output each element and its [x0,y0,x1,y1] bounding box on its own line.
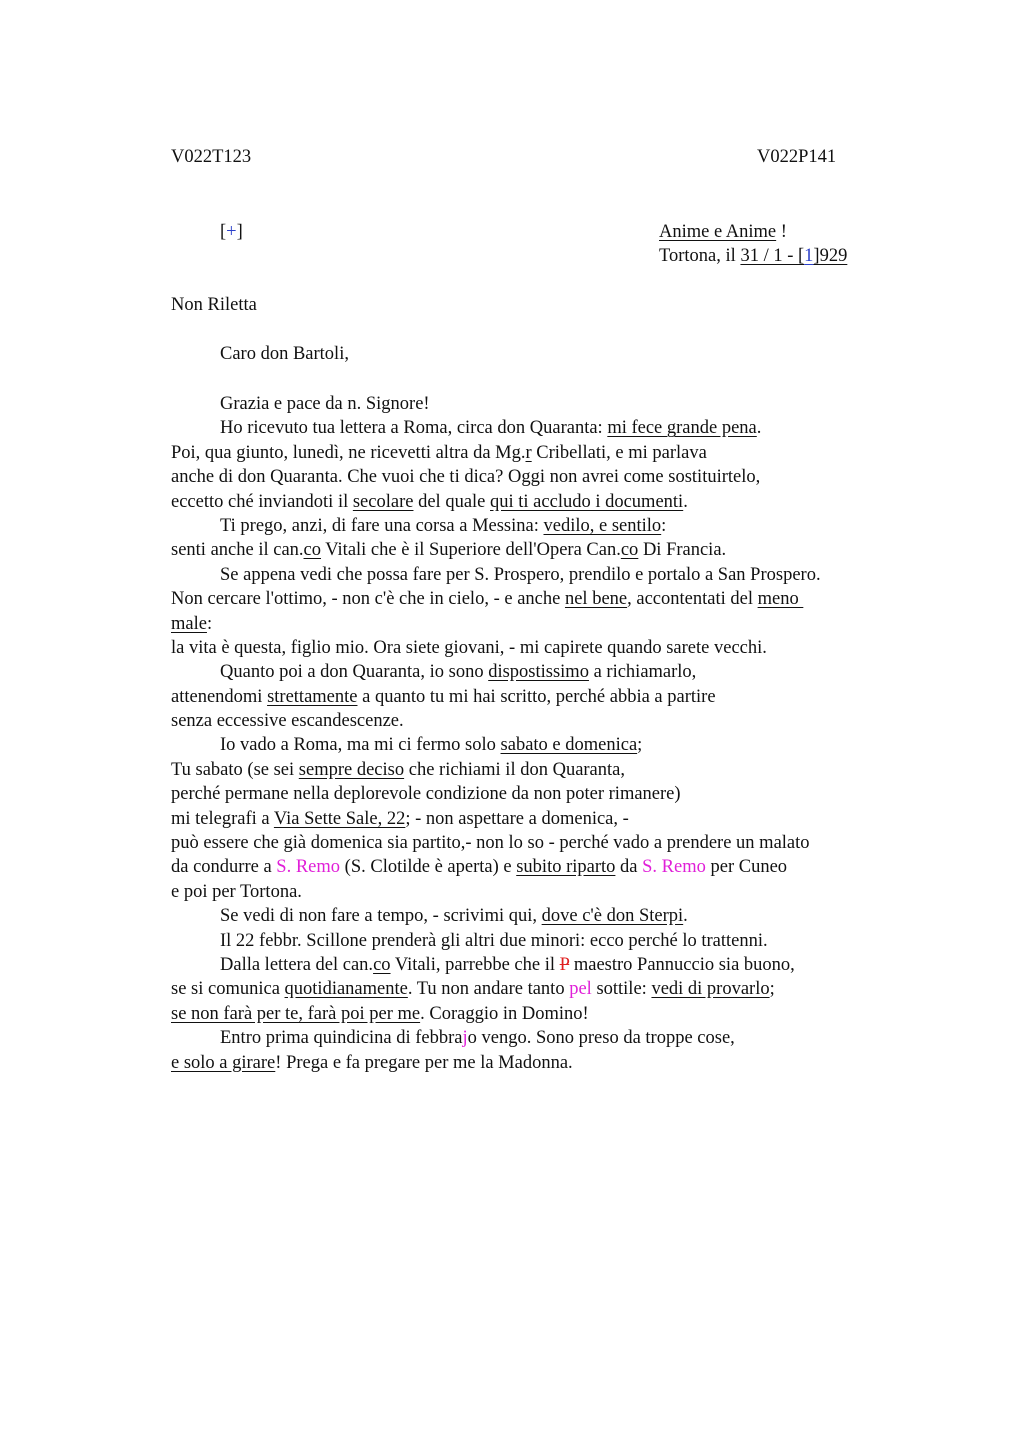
body-line: eccetto ché inviandoti il secolare del quale qui ti accludo i documenti. [171,491,688,512]
body-line: perché permane nella deplorevole condizione da non poter rimanere) [171,784,681,805]
body-line: può essere che già domenica sia partito,- non lo so - perché vado a prendere un malato [171,833,810,854]
letter-date: Tortona, il 31 / 1 - [1]929 [659,246,848,266]
addition-marker: [+] [220,222,243,242]
body-line: se si comunica quotidianamente. Tu non andare tanto pel sottile: vedi di provarlo; [171,979,775,1000]
greeting: Grazia e pace da n. Signore! [220,394,430,414]
body-line: Ti prego, anzi, di fare una corsa a Messina: vedilo, e sentilo: [220,515,667,536]
body-line: Dalla lettera del can.co Vitali, parrebbe che il P maestro Pannuccio sia buono, [220,954,795,975]
body-line: Se vedi di non fare a tempo, - scrivimi qui, dove c'è don Sterpi. [220,906,688,927]
letter-body [171,392,931,1075]
body-line: se non farà per te, farà poi per me. Coraggio in Domino! [171,1003,589,1024]
body-line: Non cercare l'ottimo, - non c'è che in cielo, - e anche nel bene, accontentati del meno [171,589,804,610]
body-line: senza eccessive escandescenze. [171,711,404,732]
body-line: e solo a girare! Prega e fa pregare per me la Madonna. [171,1052,573,1073]
salutation: Caro don Bartoli, [220,344,349,364]
body-line: Io vado a Roma, ma mi ci fermo solo sabato e domenica; [220,735,643,756]
body-line: Ho ricevuto tua lettera a Roma, circa don Quaranta: mi fece grande pena. [220,418,762,439]
body-line: Poi, qua giunto, lunedì, ne ricevetti altra da Mg.r Cribellati, e mi parlava [171,442,707,463]
document-code-left: V022T123 [171,147,252,167]
plus-mark: + [226,222,237,242]
body-line: anche di don Quaranta. Che vuoi che ti dica? Oggi non avrei come sostituirtelo, [171,467,761,488]
body-line: e poi per Tortona. [171,881,302,902]
body-line: male: [171,613,213,634]
body-line: mi telegrafi a Via Sette Sale, 22; - non aspettare a domenica, - [171,808,629,829]
body-line: Entro prima quindicina di febbrajo vengo. Sono preso da troppe cose, [220,1028,735,1049]
body-line: attenendomi strettamente a quanto tu mi hai scritto, perché abbia a partire [171,686,716,707]
body-line: la vita è questa, figlio mio. Ora siete giovani, - mi capirete quando sarete vecchi. [171,637,767,658]
review-note: Non Riletta [171,295,257,315]
body-line: da condurre a S. Remo (S. Clotilde è aperta) e subito riparto da S. Remo per Cuneo [171,857,788,878]
body-line: Il 22 febbr. Scillone prenderà gli altri due minori: ecco perché lo trattenni. [220,930,768,951]
body-line: Quanto poi a don Quaranta, io sono dispostissimo a richiamarlo, [220,662,697,683]
body-line: Se appena vedi che possa fare per S. Prospero, prendilo e portalo a San Prospero. [220,564,821,585]
body-line: Tu sabato (se sei sempre deciso che richiami il don Quaranta, [171,759,625,780]
body-line: senti anche il can.co Vitali che è il Superiore dell'Opera Can.co Di Francia. [171,540,727,561]
letter-title: Anime e Anime ! [659,222,787,242]
document-code-right: V022P141 [757,147,837,167]
